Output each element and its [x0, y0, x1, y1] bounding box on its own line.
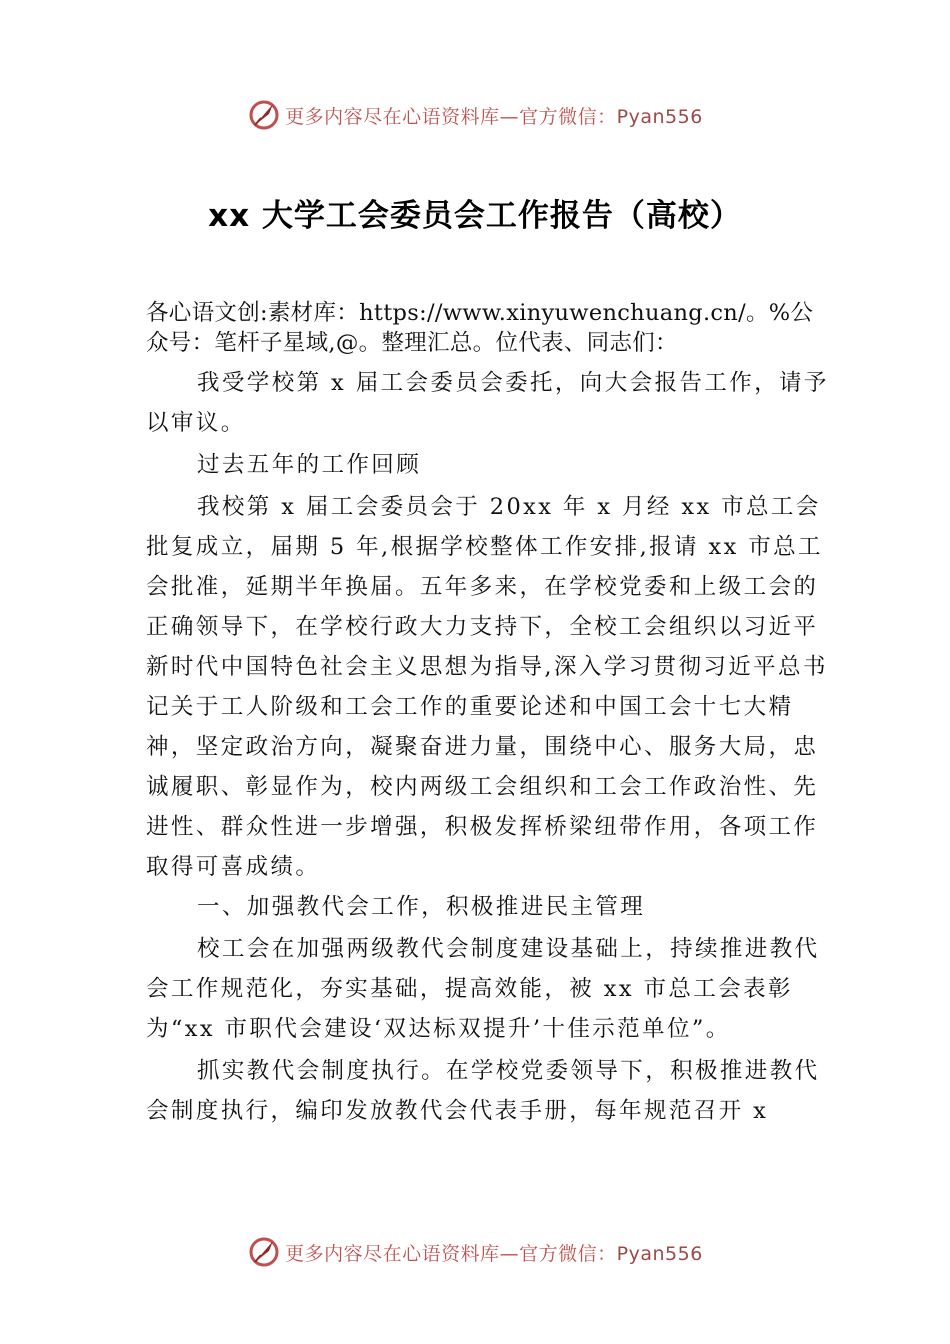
- paragraph: 抓实教代会制度执行。在学校党委领导下，积极推进教代会制度执行，编印发放教代会代表手册，每年规范召开 x: [146, 1058, 820, 1124]
- intro-paragraph: 各心语文创:素材库：https://www.xinyuwenchuang.cn/。%公众号：笔杆子星域,@。整理汇总。位代表、同志们：: [146, 300, 814, 356]
- section-heading: 过去五年的工作回顾: [197, 452, 422, 478]
- paragraph: 我受学校第 x 届工会委员会委托，向大会报告工作，请予以审议。: [146, 370, 829, 436]
- banner-label: 更多内容尽在心语资料库—官方微信：: [285, 1242, 617, 1265]
- paragraph: 我校第 x 届工会委员会于 20xx 年 x 月经 xx 市总工会批复成立，届期 5 年,根据学校整体工作安排,报请 xx 市总工会批准，延期半年换届。五年多来，在学校党委和上级工会的正确领导下，在学校行政大力支持下，全校工会组织以习近平新时代中国特色社会主义思想为指导,深入学习贯彻习近平总书记关于工人阶级和工会工作的重要论述和中国工会十七大精神，坚定政治方向，凝聚奋进力量，围绕中心、服务大局，忠诚履职、彰显作为，校内两级工会组织和工会工作政治性、先进性、群众性进一步增强，积极发挥桥梁纽带作用，各项工作取得可喜成绩。: [146, 494, 828, 880]
- section-heading: 一、加强教代会工作，积极推进民主管理: [197, 894, 646, 920]
- quill-pen-circle-icon: [247, 1235, 281, 1269]
- paragraph: 校工会在加强两级教代会制度建设基础上，持续推进教代会工作规范化，夯实基础，提高效能，被 xx 市总工会表彰为“xx 市职代会建设‘双达标双提升’十佳示范单位”。: [146, 936, 820, 1042]
- banner-text: [285, 102, 703, 129]
- banner-text: [285, 1239, 703, 1266]
- document-body: [146, 298, 836, 1131]
- wechat-id: Pyan556: [616, 1242, 703, 1265]
- banner-label: 更多内容尽在心语资料库—官方微信：: [285, 105, 617, 128]
- wechat-id: Pyan556: [616, 105, 703, 128]
- document-title: xx 大学工会委员会工作报告（高校）: [208, 198, 742, 234]
- header-banner: [0, 95, 950, 135]
- footer-banner: [0, 1232, 950, 1272]
- quill-pen-circle-icon: [247, 98, 281, 132]
